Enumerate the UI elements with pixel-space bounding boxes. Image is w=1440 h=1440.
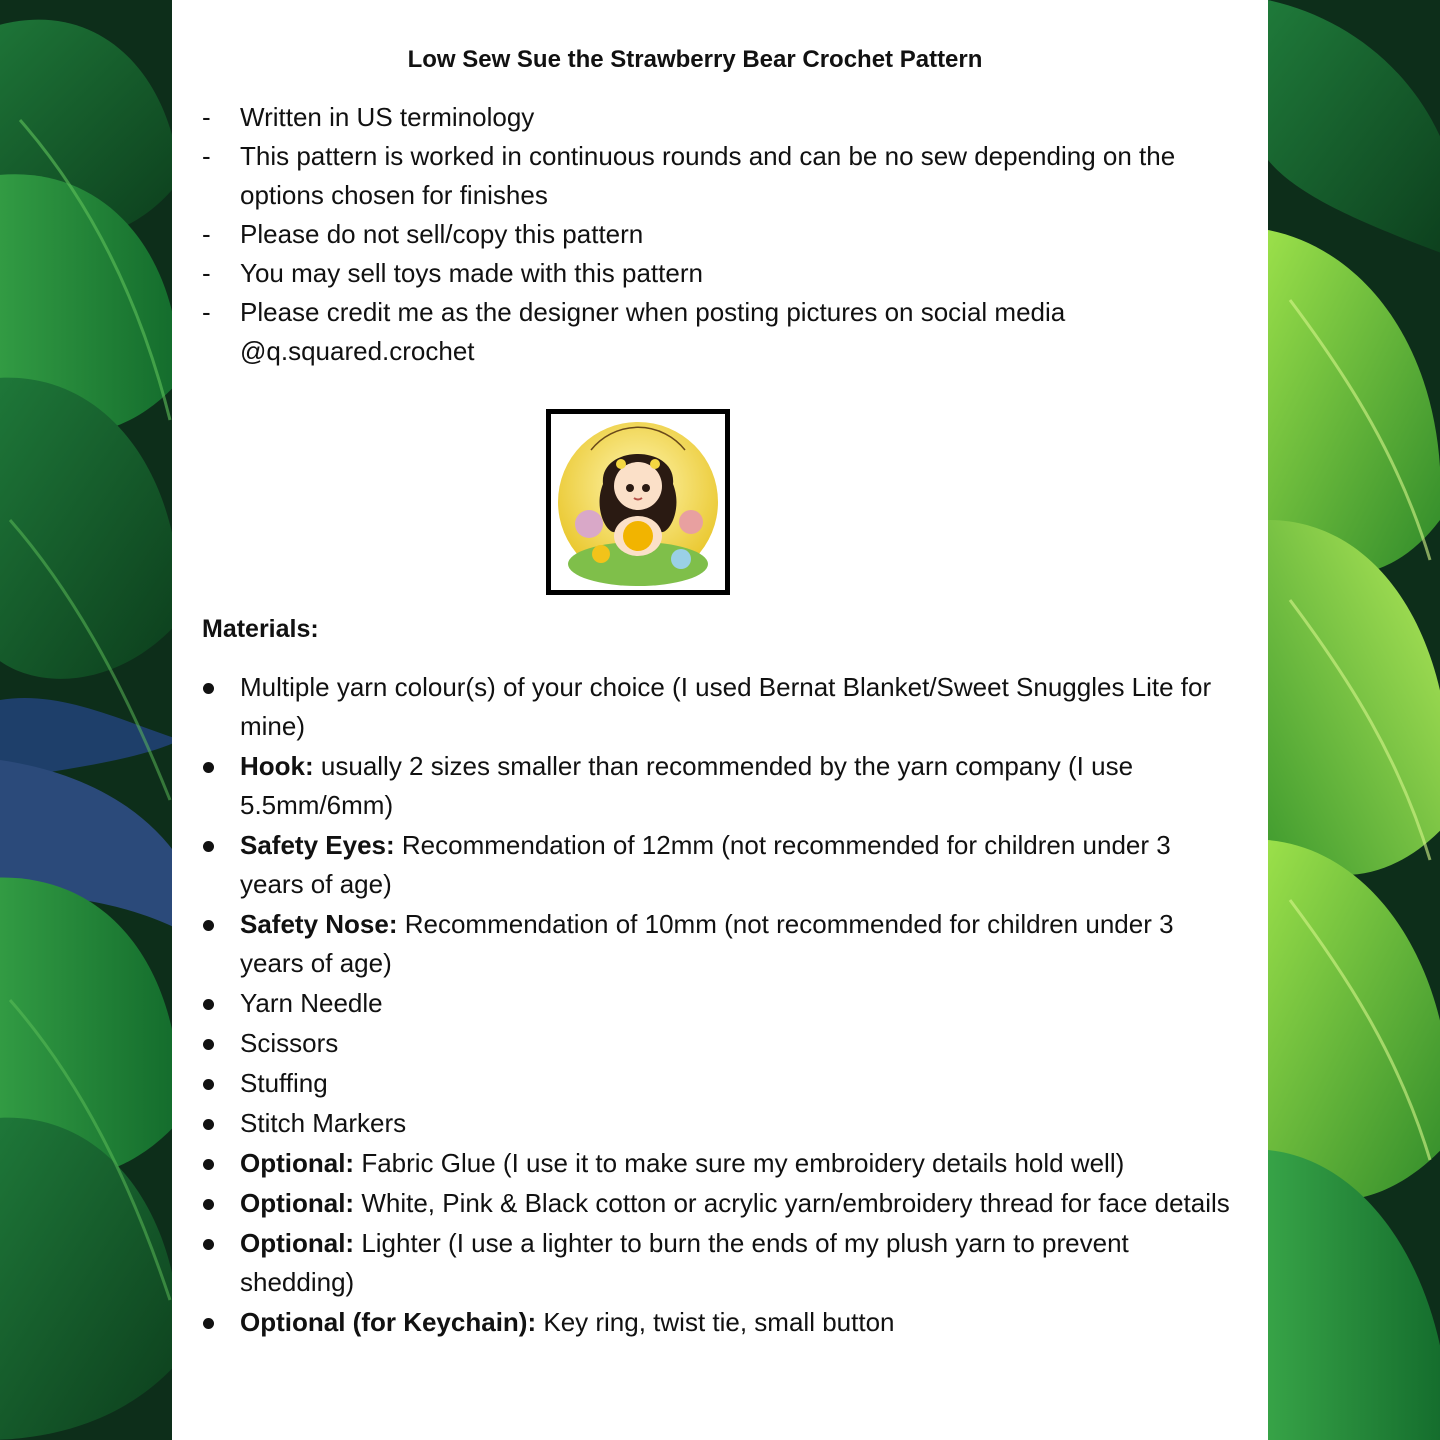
materials-item xyxy=(200,1184,1230,1223)
materials-item xyxy=(200,905,1230,983)
item-text: Recommendation of 12mm (not recommended for children under 3 years of age) xyxy=(240,830,1171,899)
note-item xyxy=(200,293,1230,371)
item-text: Fabric Glue (I use it to make sure my embroidery details hold well) xyxy=(354,1148,1125,1178)
item-label: Optional: xyxy=(240,1188,355,1218)
materials-list xyxy=(200,668,1230,1343)
note-item xyxy=(200,98,1230,137)
notes-list xyxy=(200,98,1230,371)
dash-marker: - xyxy=(202,258,211,288)
note-text: Written in US terminology xyxy=(240,102,535,132)
note-text: You may sell toys made with this pattern xyxy=(240,258,703,288)
item-label: Safety Eyes: xyxy=(240,830,395,860)
note-text: Please credit me as the designer when posting pictures on social media @q.squared.crochet xyxy=(240,297,1066,366)
dash-marker: - xyxy=(202,219,211,249)
brand-logo xyxy=(546,409,730,595)
bullet-icon xyxy=(203,920,214,931)
materials-item xyxy=(200,1224,1230,1302)
bullet-icon xyxy=(203,841,214,852)
dash-marker: - xyxy=(202,141,211,171)
note-text: Please do not sell/copy this pattern xyxy=(240,219,644,249)
item-text: Recommendation of 10mm (not recommended for children under 3 years of age) xyxy=(240,909,1174,978)
materials-item xyxy=(200,668,1230,746)
item-text: White, Pink & Black cotton or acrylic yarn/embroidery thread for face details xyxy=(354,1188,1230,1218)
bullet-icon xyxy=(203,683,214,694)
materials-item xyxy=(200,826,1230,904)
materials-heading: Materials: xyxy=(202,615,319,643)
materials-item xyxy=(200,984,1230,1023)
dash-marker: - xyxy=(202,102,211,132)
item-label: Optional (for Keychain): xyxy=(240,1307,537,1337)
item-text: Lighter (I use a lighter to burn the ends of my plush yarn to prevent shedding) xyxy=(240,1228,1129,1297)
note-item xyxy=(200,215,1230,254)
item-text: Stitch Markers xyxy=(240,1108,407,1138)
item-text: Multiple yarn colour(s) of your choice (I used Bernat Blanket/Sweet Snuggles Lite for mine) xyxy=(240,672,1212,741)
note-item xyxy=(200,254,1230,293)
bullet-icon xyxy=(203,1119,214,1130)
note-item xyxy=(200,137,1230,215)
item-label: Hook: xyxy=(240,751,314,781)
note-text: This pattern is worked in continuous rounds and can be no sew depending on the options chosen for finishes xyxy=(240,141,1176,210)
item-text: Yarn Needle xyxy=(240,988,383,1018)
bullet-icon xyxy=(203,1318,214,1329)
item-text: usually 2 sizes smaller than recommended by the yarn company (I use 5.5mm/6mm) xyxy=(240,751,1134,820)
bullet-icon xyxy=(203,1159,214,1170)
bullet-icon xyxy=(203,999,214,1010)
bullet-icon xyxy=(203,1079,214,1090)
materials-item xyxy=(200,1303,1230,1342)
item-text: Key ring, twist tie, small button xyxy=(536,1307,895,1337)
bullet-icon xyxy=(203,1239,214,1250)
item-text: Stuffing xyxy=(240,1068,328,1098)
pattern-page xyxy=(172,0,1268,1440)
item-text: Scissors xyxy=(240,1028,339,1058)
crochet-girl-logo-icon xyxy=(551,414,725,590)
materials-item xyxy=(200,1104,1230,1143)
item-label: Optional: xyxy=(240,1228,355,1258)
materials-item xyxy=(200,1144,1230,1183)
materials-item xyxy=(200,1024,1230,1063)
materials-item xyxy=(200,1064,1230,1103)
bullet-icon xyxy=(203,762,214,773)
item-label: Optional: xyxy=(240,1148,355,1178)
bullet-icon xyxy=(203,1039,214,1050)
page-title: Low Sew Sue the Strawberry Bear Crochet Pattern xyxy=(407,46,983,73)
dash-marker: - xyxy=(202,297,211,327)
bullet-icon xyxy=(203,1199,214,1210)
materials-item xyxy=(200,747,1230,825)
item-label: Safety Nose: xyxy=(240,909,398,939)
